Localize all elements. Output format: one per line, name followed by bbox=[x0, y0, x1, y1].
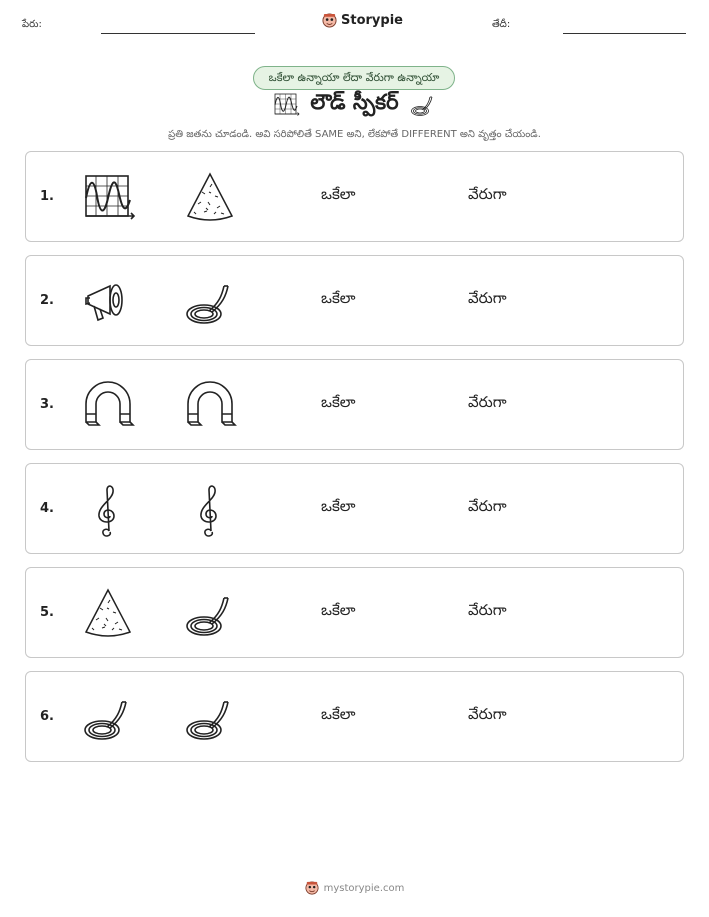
question-row bbox=[25, 255, 684, 346]
same-option[interactable]: ఒకేలా bbox=[321, 497, 356, 515]
footer-url[interactable]: mystorypie.com bbox=[323, 882, 405, 894]
question-row bbox=[25, 359, 684, 450]
name-field-line[interactable] bbox=[101, 33, 255, 34]
storypie-logo-icon bbox=[305, 881, 319, 895]
question-row bbox=[25, 567, 684, 658]
title-bar bbox=[0, 90, 709, 123]
different-option[interactable]: వేరుగా bbox=[468, 705, 507, 723]
date-label: తేదీ: bbox=[492, 19, 511, 30]
cone-icon bbox=[80, 586, 136, 642]
same-option[interactable]: ఒకేలా bbox=[321, 705, 356, 723]
waveform-icon bbox=[272, 91, 300, 119]
treble-clef-icon bbox=[182, 482, 238, 538]
date-field-line[interactable] bbox=[563, 33, 686, 34]
coil-icon bbox=[409, 91, 437, 119]
storypie-logo-icon bbox=[322, 13, 337, 28]
waveform-icon bbox=[80, 170, 136, 226]
magnet-icon bbox=[182, 378, 238, 434]
question-row bbox=[25, 151, 684, 242]
question-number: 1. bbox=[40, 189, 54, 204]
different-option[interactable]: వేరుగా bbox=[468, 185, 507, 203]
footer bbox=[0, 881, 709, 895]
treble-clef-icon bbox=[80, 482, 136, 538]
coil-icon bbox=[182, 690, 238, 746]
coil-icon bbox=[80, 690, 136, 746]
coil-icon bbox=[182, 274, 238, 330]
question-row bbox=[25, 671, 684, 762]
question-number: 6. bbox=[40, 709, 54, 724]
coil-icon bbox=[182, 586, 238, 642]
question-number: 2. bbox=[40, 293, 54, 308]
different-option[interactable]: వేరుగా bbox=[468, 393, 507, 411]
page-title: లౌడ్ స్పీకర్ bbox=[310, 90, 399, 114]
cone-icon bbox=[182, 170, 238, 226]
question-row bbox=[25, 463, 684, 554]
same-option[interactable]: ఒకేలా bbox=[321, 601, 356, 619]
different-option[interactable]: వేరుగా bbox=[468, 289, 507, 307]
different-option[interactable]: వేరుగా bbox=[468, 601, 507, 619]
megaphone-icon bbox=[80, 274, 136, 330]
activity-badge: ఒకేలా ఉన్నాయా లేదా వేరుగా ఉన్నాయా bbox=[253, 66, 455, 90]
question-number: 4. bbox=[40, 501, 54, 516]
same-option[interactable]: ఒకేలా bbox=[321, 185, 356, 203]
brand-logo bbox=[322, 13, 403, 28]
same-option[interactable]: ఒకేలా bbox=[321, 289, 356, 307]
brand-name: Storypie bbox=[341, 13, 403, 28]
magnet-icon bbox=[80, 378, 136, 434]
question-number: 3. bbox=[40, 397, 54, 412]
name-label: పేరు: bbox=[22, 19, 42, 30]
different-option[interactable]: వేరుగా bbox=[468, 497, 507, 515]
instructions: ప్రతి జతను చూడండి. అవి సరిపోలితే SAME అని, లేకపోతే DIFFERENT అని వృత్తం చేయండి. bbox=[168, 129, 541, 140]
same-option[interactable]: ఒకేలా bbox=[321, 393, 356, 411]
question-number: 5. bbox=[40, 605, 54, 620]
